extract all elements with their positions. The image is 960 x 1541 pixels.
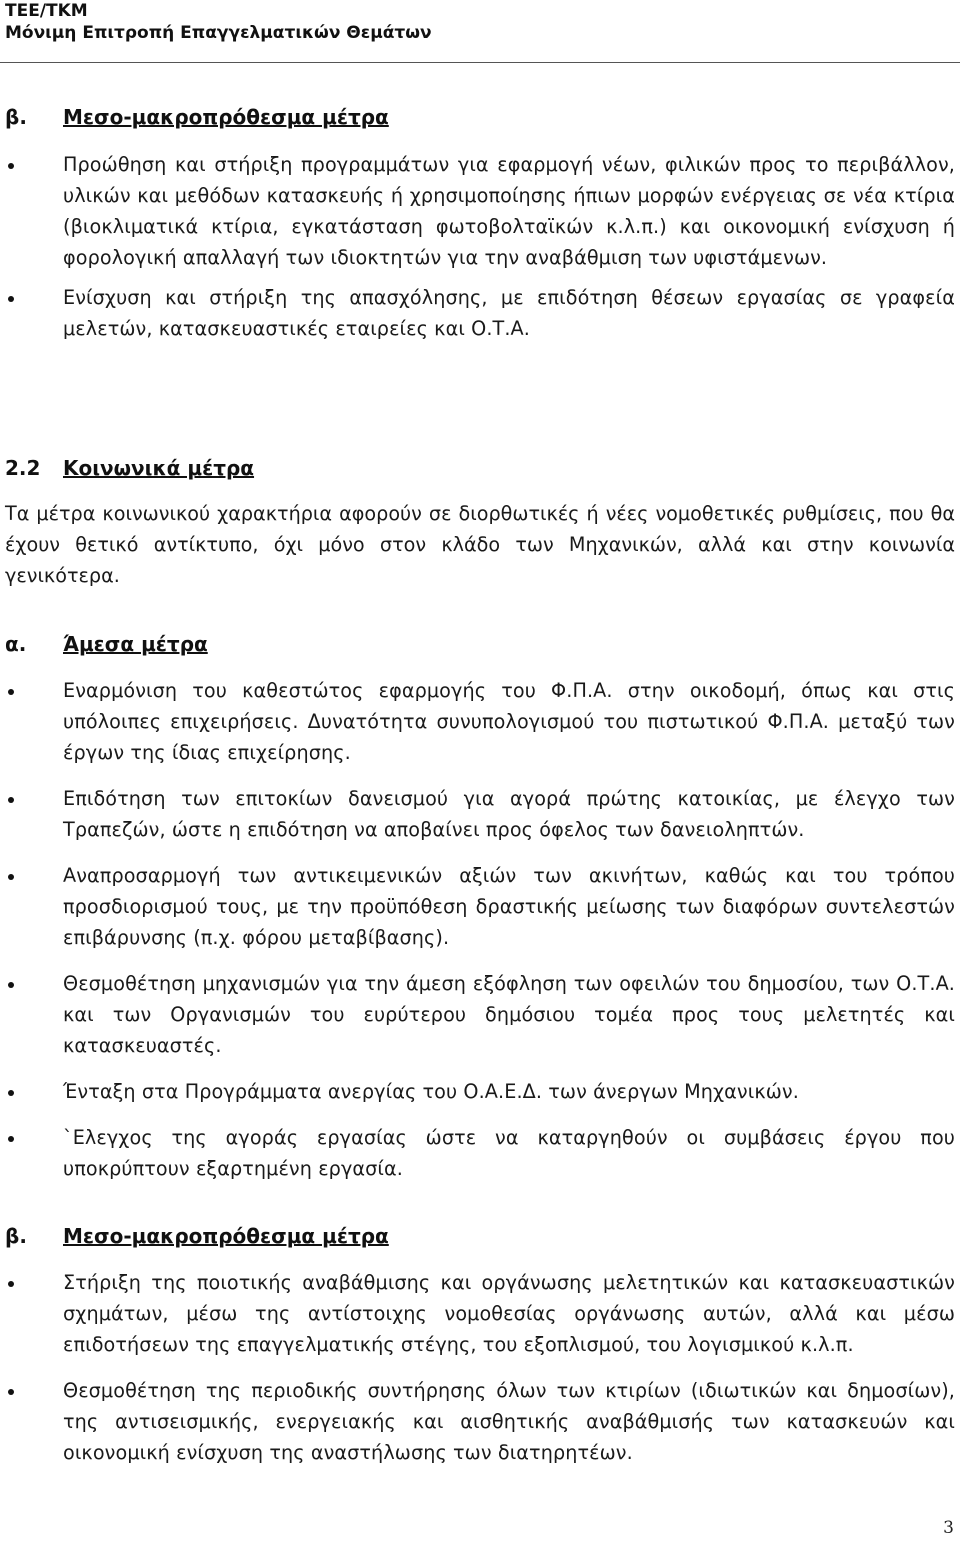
list-item — [5, 783, 955, 845]
bullet-icon — [8, 874, 14, 880]
list-item-text: Ένταξη στα Προγράμματα ανεργίας του Ο.Α.Ε.Δ. των άνεργων Μηχανικών. — [63, 1080, 799, 1103]
section-marker: 2.2 — [5, 456, 41, 480]
list-item-text: Εναρμόνιση του καθεστώτος εφαρμογής του Φ.Π.Α. στην οικοδομή, όπως και στις υπόλοιπες επιχειρήσεις. Δυνατότητα συνυπολογισμού του πιστωτικού Φ.Π.Α. μεταξύ των έργων της ίδιας επιχείρησης. — [63, 679, 955, 764]
section-title: Μεσο-μακροπρόθεσμα μέτρα — [63, 105, 389, 129]
list-item-text: Θεσμοθέτηση της περιοδικής συντήρησης όλων των κτιρίων (ιδιωτικών και δημοσίων), της αντισεισμικής, ενεργειακής και αισθητικής αναβάθμισής των κατασκευών και οικονομική ενίσχυση της αναστήλωσης των διατηρητέων. — [63, 1379, 955, 1464]
bullet-icon — [8, 163, 14, 169]
list-item-text: Αναπροσαρμογή των αντικειμενικών αξιών των ακινήτων, καθώς και του τρόπου προσδιορισμού τους, με την προϋπόθεση δραστικής μείωσης των διαφόρων συντελεστών επιβάρυνσης (π.χ. φόρου μεταβίβασης). — [63, 864, 955, 949]
list-item — [5, 1076, 955, 1107]
list-item-text: Προώθηση και στήριξη προγραμμάτων για εφαρμογή νέων, φιλικών προς το περιβάλλον, υλικών και μεθόδων κατασκευής ή χρησιμοποίησης ήπιων μορφών ενέργειας σε νέα κτίρια (βιοκλιματικά κτίρια, εγκατάσταση φωτοβολταϊκών κ.λ.π.) και οικονομική ενίσχυση ή φορολογική απαλλαγή των ιδιοκτητών για την αναβάθμιση των υφιστάμενων. — [63, 153, 955, 269]
header-org: ΤΕΕ/ΤΚΜ — [5, 1, 88, 21]
list-item — [5, 282, 955, 344]
bullet-icon — [8, 1389, 14, 1395]
bullet-icon — [8, 982, 14, 988]
section-social-measures — [5, 454, 955, 591]
header-committee: Μόνιμη Επιτροπή Επαγγελματικών Θεμάτων — [5, 23, 432, 43]
section-heading — [5, 630, 955, 658]
bullet-icon — [8, 797, 14, 803]
list-item — [5, 1267, 955, 1360]
section-heading — [5, 103, 955, 131]
list-item — [5, 968, 955, 1061]
section-marker: β. — [5, 1224, 27, 1248]
list-item-text: Θεσμοθέτηση μηχανισμών για την άμεση εξόφληση των οφειλών του δημοσίου, των Ο.Τ.Α. και των Οργανισμών του ευρύτερου δημόσιου τομέα προς τους μελετητές και κατασκευαστές. — [63, 972, 955, 1057]
section-immediate-measures — [5, 630, 955, 1184]
list-item-text: Επιδότηση των επιτοκίων δανεισμού για αγορά πρώτης κατοικίας, με έλεγχο των Τραπεζών, ώστε η επιδότηση να αποβαίνει προς όφελος των δανειοληπτών. — [63, 787, 955, 841]
section-title: Άμεσα μέτρα — [63, 632, 208, 656]
list-item — [5, 149, 955, 273]
section-mid-long-term-2 — [5, 1222, 955, 1468]
bullet-icon — [8, 296, 14, 302]
bullet-list — [5, 149, 955, 344]
section-title: Κοινωνικά μέτρα — [63, 456, 255, 480]
section-marker: β. — [5, 105, 27, 129]
list-item — [5, 675, 955, 768]
section-marker: α. — [5, 632, 27, 656]
bullet-icon — [8, 1090, 14, 1096]
list-item-text: `Ελεγχος της αγοράς εργασίας ώστε να καταργηθούν οι συμβάσεις έργου που υποκρύπτουν εξαρτημένη εργασία. — [63, 1126, 955, 1180]
list-item — [5, 860, 955, 953]
list-item-text: Ενίσχυση και στήριξη της απασχόλησης, με επιδότηση θέσεων εργασίας σε γραφεία μελετών, κατασκευαστικές εταιρείες και Ο.Τ.Α. — [63, 286, 955, 340]
bullet-icon — [8, 1136, 14, 1142]
page-number: 3 — [943, 1518, 954, 1538]
section-title: Μεσο-μακροπρόθεσμα μέτρα — [63, 1224, 389, 1248]
page-header — [5, 0, 955, 44]
bullet-list — [5, 675, 955, 1184]
list-item — [5, 1122, 955, 1184]
bullet-icon — [8, 1281, 14, 1287]
bullet-list — [5, 1267, 955, 1468]
section-paragraph: Τα μέτρα κοινωνικού χαρακτήρια αφορούν σε διορθωτικές ή νέες νομοθετικές ρυθμίσεις, που θα έχουν θετικό αντίκτυπο, όχι μόνο στον κλάδο των Μηχανικών, αλλά και στην κοινωνία γενικότερα. — [5, 502, 955, 587]
section-mid-long-term-1 — [5, 103, 955, 344]
header-divider — [0, 62, 960, 63]
bullet-icon — [8, 689, 14, 695]
list-item-text: Στήριξη της ποιοτικής αναβάθμισης και οργάνωσης μελετητικών και κατασκευαστικών σχημάτων, μέσω της αντίστοιχης νομοθεσίας οργάνωσης αυτών, αλλά και μέσω επιδοτήσεων της επαγγελματικής στέγης, του εξοπλισμού, του λογισμικού κ.λ.π. — [63, 1271, 955, 1356]
section-heading — [5, 1222, 955, 1250]
list-item — [5, 1375, 955, 1468]
section-heading — [5, 454, 955, 482]
